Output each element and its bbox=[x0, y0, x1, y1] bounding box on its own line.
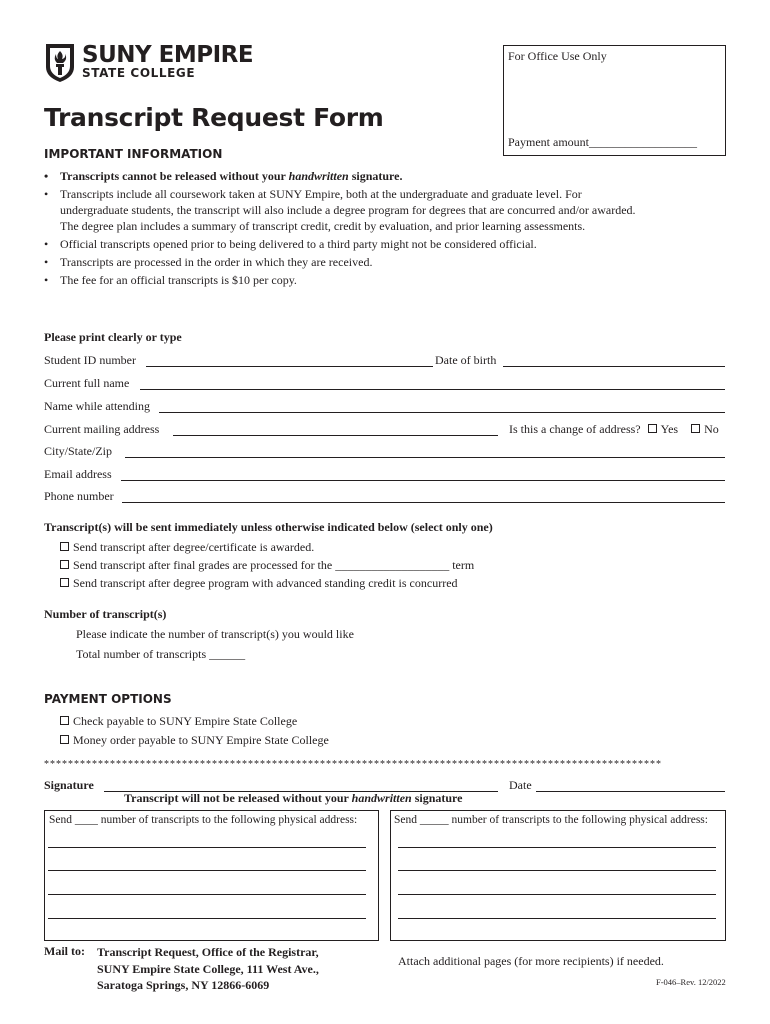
send-option-3-label: Send transcript after degree program with advanced standing credit is concurred bbox=[73, 576, 458, 590]
address-box-right-label: Send _____ number of transcripts to the following physical address: bbox=[394, 814, 708, 826]
address-right-line-4[interactable] bbox=[398, 918, 716, 919]
send-option-2[interactable] bbox=[60, 558, 474, 573]
change-address-question: Is this a change of address? bbox=[509, 422, 641, 436]
address-box-left bbox=[44, 810, 379, 941]
mail-to-address: Transcript Request, Office of the Registrar, SUNY Empire State College, 111 West Ave., Saratoga Springs, NY 12866-6069 bbox=[97, 945, 319, 992]
phone-label: Phone number bbox=[44, 489, 114, 503]
address-left-line-2[interactable] bbox=[48, 870, 366, 871]
logo-name: SUNY EMPIRE bbox=[82, 42, 254, 68]
payment-option-money-order[interactable] bbox=[60, 733, 329, 748]
student-id-label: Student ID number bbox=[44, 353, 136, 367]
send-heading: Transcript(s) will be sent immediately unless otherwise indicated below (select only one) bbox=[44, 520, 493, 534]
send-option-3[interactable] bbox=[60, 576, 458, 591]
send-option-2-label: Send transcript after final grades are processed for the ___________________ term bbox=[73, 558, 475, 572]
dob-label: Date of birth bbox=[435, 353, 497, 367]
office-use-label: For Office Use Only bbox=[508, 49, 607, 63]
city-label: City/State/Zip bbox=[44, 444, 112, 458]
address-left-line-4[interactable] bbox=[48, 918, 366, 919]
change-address-group bbox=[509, 422, 719, 437]
full-name-label: Current full name bbox=[44, 376, 130, 390]
torch-shield-icon bbox=[44, 41, 76, 83]
important-heading: IMPORTANT INFORMATION bbox=[44, 147, 223, 161]
list-item: • The fee for an official transcripts is $10 per copy. bbox=[44, 272, 644, 288]
address-right-line-2[interactable] bbox=[398, 870, 716, 871]
page-title: Transcript Request Form bbox=[44, 103, 384, 132]
logo-subtitle: STATE COLLEGE bbox=[82, 66, 196, 80]
payment-check-label: Check payable to SUNY Empire State College bbox=[73, 714, 298, 728]
list-item: • Transcripts cannot be released without your handwritten signature. bbox=[44, 168, 644, 184]
mailing-address-label: Current mailing address bbox=[44, 422, 160, 436]
signature-date-label: Date bbox=[509, 778, 532, 792]
city-field[interactable] bbox=[125, 457, 725, 458]
logo bbox=[44, 40, 253, 84]
address-left-line-1[interactable] bbox=[48, 847, 366, 848]
payment-money-order-label: Money order payable to SUNY Empire State College bbox=[73, 733, 329, 747]
number-indicate: Please indicate the number of transcript(s) you would like bbox=[76, 627, 354, 641]
signature-note: Transcript will not be released without your handwritten signature bbox=[124, 791, 463, 805]
full-name-field[interactable] bbox=[140, 389, 725, 390]
address-box-left-label: Send ____ number of transcripts to the following physical address: bbox=[49, 814, 358, 826]
no-checkbox[interactable] bbox=[691, 424, 700, 433]
important-list bbox=[44, 168, 644, 290]
payment-option-check[interactable] bbox=[60, 714, 297, 729]
list-item: • Transcripts include all coursework taken at SUNY Empire, both at the undergraduate and graduate level. For undergraduate students, the transcript will also include a degree program for degrees that are concurred and/or awarded. The degree plan includes a summary of transcript credit, credit by evaluation, and prior learning assessments. bbox=[44, 186, 644, 234]
yes-label: Yes bbox=[660, 422, 679, 436]
signature-date-field[interactable] bbox=[536, 791, 725, 792]
name-attending-label: Name while attending bbox=[44, 399, 150, 413]
student-id-field[interactable] bbox=[146, 366, 433, 367]
name-attending-field[interactable] bbox=[159, 412, 725, 413]
send-option-3-checkbox[interactable] bbox=[60, 578, 69, 587]
payment-heading: PAYMENT OPTIONS bbox=[44, 692, 172, 706]
number-total-field[interactable]: Total number of transcripts ______ bbox=[76, 647, 246, 661]
star-divider: ******************************************************************************************************* bbox=[44, 759, 662, 770]
payment-check-checkbox[interactable] bbox=[60, 716, 69, 725]
send-option-1-checkbox[interactable] bbox=[60, 542, 69, 551]
address-right-line-3[interactable] bbox=[398, 894, 716, 895]
signature-label: Signature bbox=[44, 778, 94, 792]
send-option-1-label: Send transcript after degree/certificate is awarded. bbox=[73, 540, 315, 554]
list-item: • Official transcripts opened prior to being delivered to a third party might not be considered official. bbox=[44, 236, 644, 252]
list-item: • Transcripts are processed in the order in which they are received. bbox=[44, 254, 644, 270]
print-heading: Please print clearly or type bbox=[44, 330, 182, 344]
attach-note: Attach additional pages (for more recipients) if needed. bbox=[398, 954, 664, 968]
payment-amount-field: Payment amount__________________ bbox=[508, 135, 697, 149]
email-field[interactable] bbox=[121, 480, 725, 481]
form-code: F-046–Rev. 12/2022 bbox=[656, 977, 726, 987]
payment-money-order-checkbox[interactable] bbox=[60, 735, 69, 744]
address-right-line-1[interactable] bbox=[398, 847, 716, 848]
dob-field[interactable] bbox=[503, 366, 725, 367]
mail-to-label: Mail to: bbox=[44, 944, 85, 958]
send-option-1[interactable] bbox=[60, 540, 314, 555]
send-option-2-checkbox[interactable] bbox=[60, 560, 69, 569]
yes-checkbox[interactable] bbox=[648, 424, 657, 433]
no-label: No bbox=[704, 422, 719, 436]
mailing-address-field[interactable] bbox=[173, 435, 498, 436]
address-left-line-3[interactable] bbox=[48, 894, 366, 895]
phone-field[interactable] bbox=[122, 502, 725, 503]
address-box-right bbox=[390, 810, 726, 941]
number-heading: Number of transcript(s) bbox=[44, 607, 167, 621]
email-label: Email address bbox=[44, 467, 112, 481]
